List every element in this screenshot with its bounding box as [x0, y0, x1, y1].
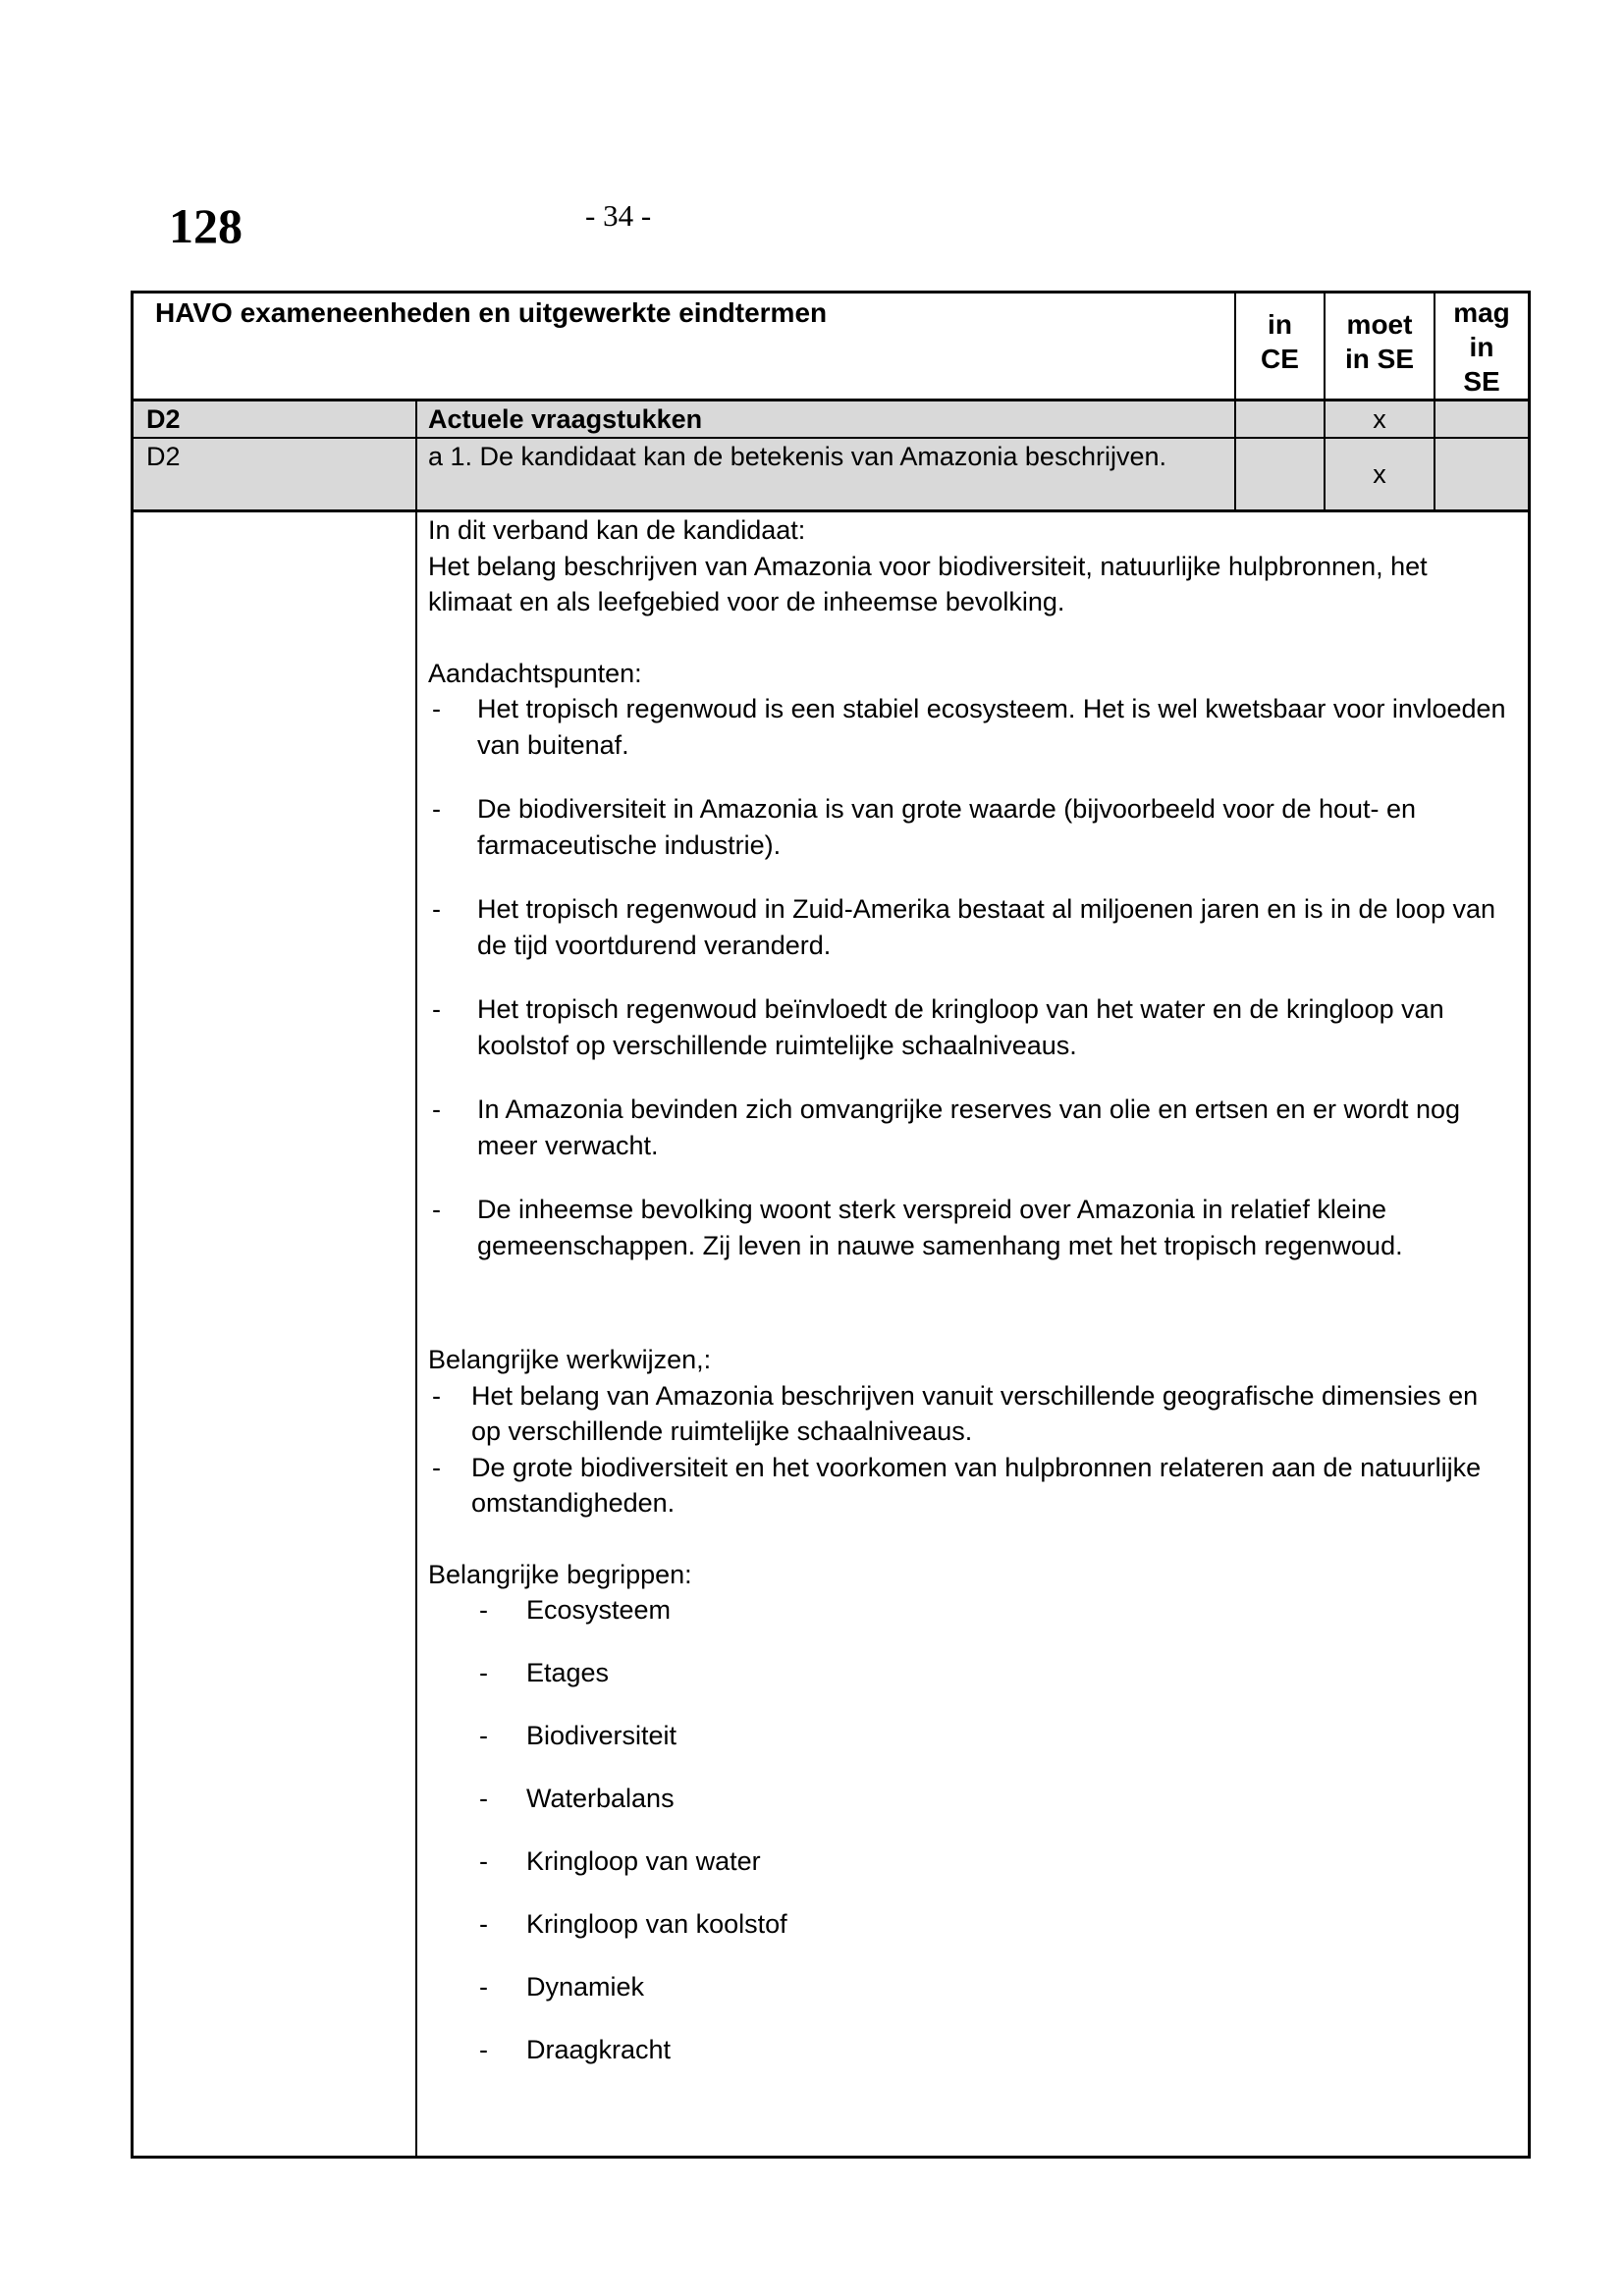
list-item-text: Kringloop van koolstof: [526, 1909, 787, 1939]
list-item: [428, 891, 1518, 963]
list-item: [428, 1969, 1518, 2005]
list-item-text: Ecosysteem: [526, 1595, 672, 1625]
list-item: [428, 1378, 1518, 1450]
page-sub-number: - 34 -: [585, 198, 652, 233]
list-item: [428, 791, 1518, 863]
header-in-ce-line2: CE: [1261, 344, 1299, 374]
list-item: [428, 991, 1518, 1063]
list-item-text: Dynamiek: [526, 1972, 645, 2002]
dash-bullet-icon: -: [479, 1972, 488, 2002]
list-item: [428, 1655, 1518, 1691]
list-item-text: Het tropisch regenwoud beïnvloedt de kringloop van het water en de kringloop van koolstof op verschillende ruimtelijke schaalniveaus.: [477, 994, 1444, 1060]
list-item-text: De inheemse bevolking woont sterk verspreid over Amazonia in relatief kleine gemeenschappen. Zij leven in nauwe samenhang met het tropisch regenwoud.: [477, 1195, 1403, 1260]
list-item-text: Biodiversiteit: [526, 1721, 677, 1750]
row-moet-in-se: x: [1324, 439, 1434, 509]
dash-bullet-icon: -: [479, 1721, 488, 1750]
list-item: [428, 1718, 1518, 1754]
list-item-text: Draagkracht: [526, 2035, 672, 2064]
list-item-text: Etages: [526, 1658, 610, 1687]
table-body-row: [134, 512, 1528, 2156]
list-item: [428, 1592, 1518, 1629]
dash-bullet-icon: -: [432, 994, 441, 1024]
begrippen-label: Belangrijke begrippen:: [428, 1559, 692, 1589]
dash-bullet-icon: -: [479, 1595, 488, 1625]
dash-bullet-icon: -: [479, 2035, 488, 2064]
page-number: 128: [169, 198, 243, 253]
dash-bullet-icon: -: [432, 1195, 441, 1224]
aandachtspunten-label: Aandachtspunten:: [428, 658, 642, 688]
list-item: [428, 1092, 1518, 1163]
row-in-ce: [1234, 401, 1324, 437]
aandachtspunten-list: [428, 691, 1518, 1263]
dash-bullet-icon: -: [432, 1095, 441, 1124]
dash-bullet-icon: -: [479, 1909, 488, 1939]
list-item: [428, 1781, 1518, 1817]
row-mag-in-se: [1434, 401, 1528, 437]
intro-text: Het belang beschrijven van Amazonia voor biodiversiteit, natuurlijke hulpbronnen, het klimaat en als leefgebied voor de inheemse bevolking.: [428, 551, 1428, 616]
dash-bullet-icon: -: [479, 1658, 488, 1687]
list-item-text: Het belang van Amazonia beschrijven vanuit verschillende geografische dimensies en op verschillende ruimtelijke schaalniveaus.: [471, 1380, 1479, 1446]
werkwijzen-label: Belangrijke werkwijzen,:: [428, 1345, 712, 1374]
body-content-cell: [415, 512, 1528, 2156]
table-row: [134, 401, 1528, 439]
body-code-cell: [134, 512, 415, 2156]
list-item-text: De biodiversiteit in Amazonia is van grote waarde (bijvoorbeeld voor de hout- en farmaceutische industrie).: [477, 794, 1417, 860]
header-moet-line2: in SE: [1344, 344, 1414, 374]
list-item-text: Waterbalans: [526, 1784, 675, 1813]
table-row: [134, 439, 1528, 512]
table-header-row: [134, 294, 1528, 401]
row-in-ce: [1234, 439, 1324, 509]
table-header-title: HAVO exameneenheden en uitgewerkte eindtermen: [155, 297, 828, 328]
dash-bullet-icon: -: [479, 1846, 488, 1876]
header-mag-line2: in: [1469, 332, 1494, 362]
list-item-text: Kringloop van water: [526, 1846, 761, 1876]
row-code: D2: [146, 404, 181, 434]
list-item: [428, 1843, 1518, 1880]
dash-bullet-icon: -: [432, 694, 441, 723]
list-item-text: Het tropisch regenwoud is een stabiel ecosysteem. Het is wel kwetsbaar voor invloeden van buitenaf.: [477, 694, 1506, 760]
dash-bullet-icon: -: [479, 1784, 488, 1813]
begrippen-list: [428, 1592, 1518, 2068]
dash-bullet-icon: -: [432, 1452, 441, 1482]
list-item: [428, 1450, 1518, 1522]
header-moet-line1: moet: [1346, 309, 1413, 340]
list-item-text: De grote biodiversiteit en het voorkomen van hulpbronnen relateren aan de natuurlijke omstandigheden.: [471, 1452, 1482, 1518]
dash-bullet-icon: -: [432, 894, 441, 924]
row-description: Actuele vraagstukken: [415, 401, 1234, 437]
list-item-text: Het tropisch regenwoud in Zuid-Amerika bestaat al miljoenen jaren en is in de loop van de tijd voortdurend veranderd.: [477, 894, 1496, 960]
header-mag-line3: SE: [1463, 366, 1500, 397]
list-item: [428, 2032, 1518, 2068]
dash-bullet-icon: -: [432, 794, 441, 824]
header-in-ce: [1234, 294, 1324, 399]
dash-bullet-icon: -: [432, 1380, 441, 1411]
list-item-text: In Amazonia bevinden zich omvangrijke reserves van olie en ertsen en er wordt nog meer verwacht.: [477, 1095, 1461, 1160]
list-item: [428, 1906, 1518, 1943]
row-description: a 1. De kandidaat kan de betekenis van Amazonia beschrijven.: [415, 439, 1234, 509]
header-mag-line1: mag: [1453, 297, 1510, 328]
list-item: [428, 1192, 1518, 1263]
header-in-ce-line1: in: [1268, 309, 1292, 340]
row-code: D2: [146, 442, 181, 471]
list-item: [428, 691, 1518, 763]
header-mag-in-se: [1434, 294, 1528, 399]
werkwijzen-list: [428, 1378, 1518, 1522]
intro-label: In dit verband kan de kandidaat:: [428, 515, 806, 545]
header-moet-in-se: [1324, 294, 1434, 399]
row-moet-in-se: x: [1324, 401, 1434, 437]
exam-units-table: [131, 291, 1531, 2159]
row-mag-in-se: [1434, 439, 1528, 509]
